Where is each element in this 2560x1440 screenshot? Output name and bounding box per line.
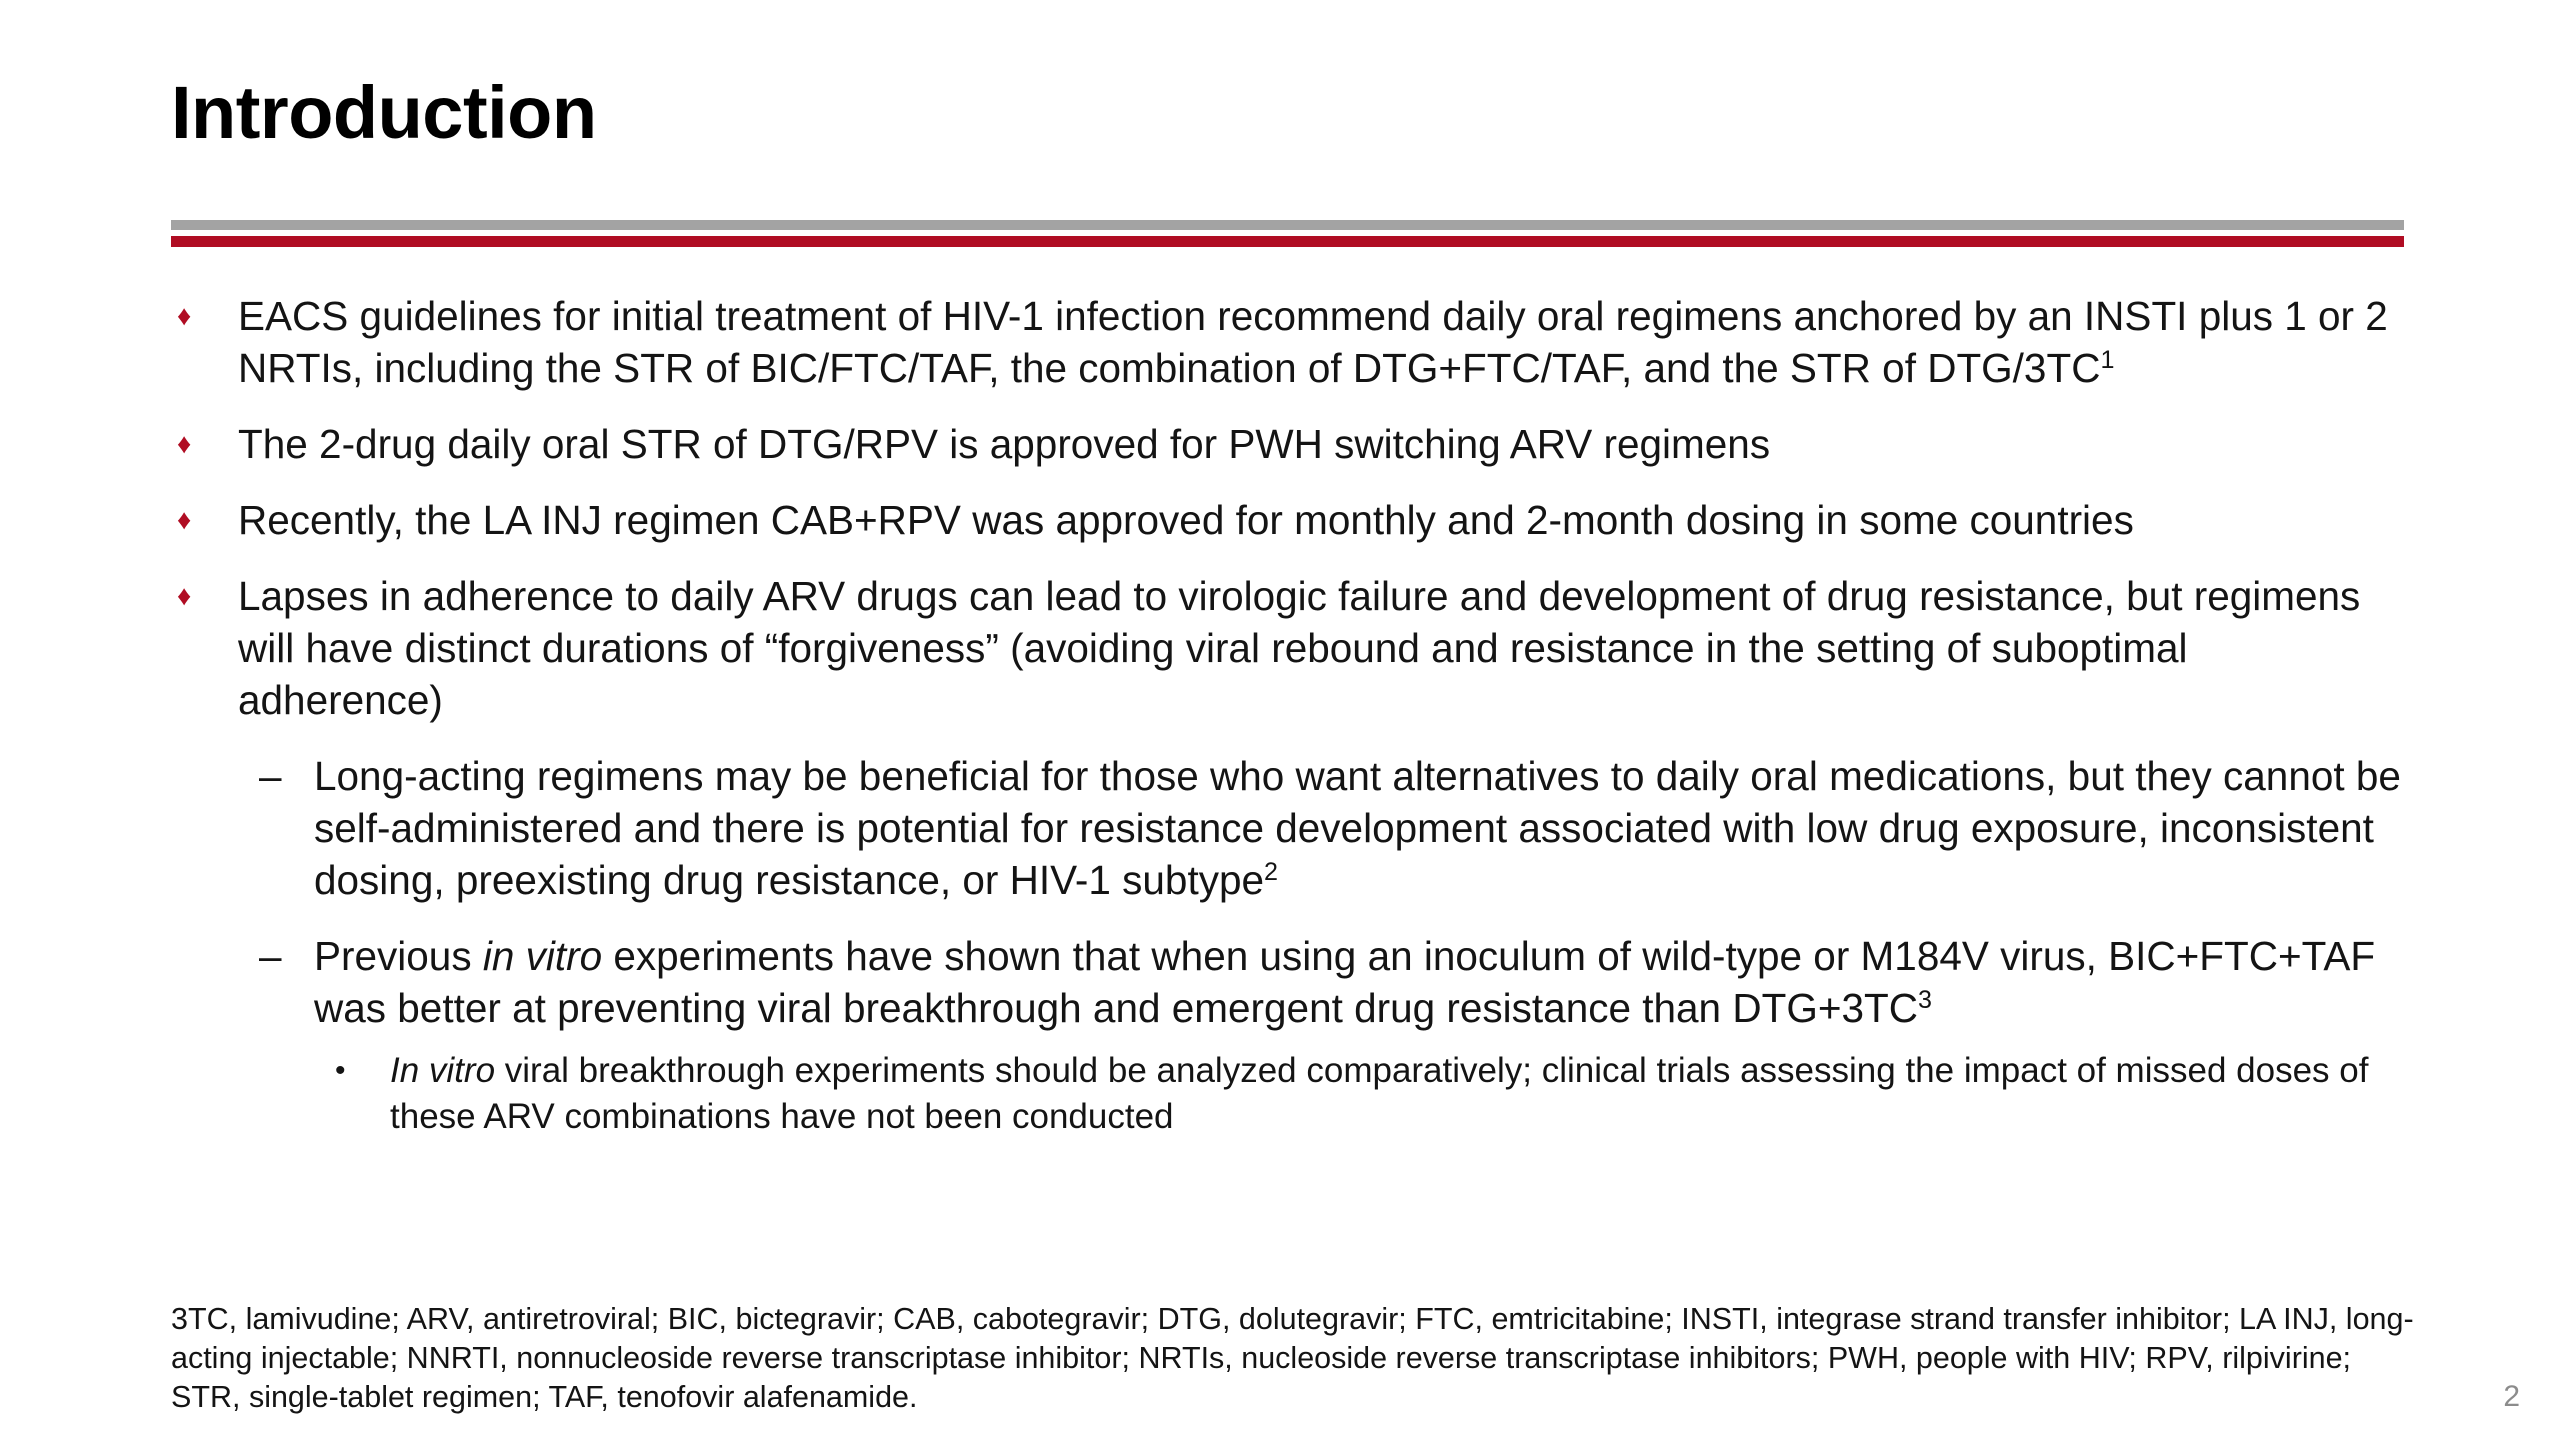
reference-superscript: 3 bbox=[1917, 986, 1932, 1015]
slide-body bbox=[171, 290, 2401, 1140]
bullet-text: EACS guidelines for initial treatment of HIV-1 infection recommend daily oral regimens anchored by an INSTI plus 1 or 2 NRTIs, including the STR of BIC/FTC/TAF, the combination of DTG+FTC/TAF, and the STR of DTG/3TC bbox=[238, 293, 2388, 391]
sub-sub-bullet-italic: In vitro bbox=[390, 1051, 496, 1090]
sub-bullet-text-before: Previous bbox=[314, 933, 483, 979]
bullet-adherence-lapses bbox=[171, 570, 2401, 726]
sub-bullet-italic: in vitro bbox=[482, 933, 603, 979]
dash-bullet-icon: – bbox=[259, 933, 282, 979]
sub-bullet-text: Long-acting regimens may be beneficial for those who want alternatives to daily oral medications, but they cannot be self-administered and there is potential for resistance development associated with low drug exposure, inconsistent dosing, preexisting drug resistance, or HIV-1 subtype bbox=[314, 753, 2401, 903]
bullet-eacs-guidelines bbox=[171, 290, 2401, 394]
diamond-bullet-icon: ♦ bbox=[177, 300, 192, 331]
sub-bullet-text-after: experiments have shown that when using an inoculum of wild-type or M184V virus, BIC+FTC+TAF was better at preventing viral breakthrough and emergent drug resistance than DTG+3TC bbox=[314, 933, 2376, 1031]
diamond-bullet-icon: ♦ bbox=[177, 428, 192, 459]
bullet-text: Recently, the LA INJ regimen CAB+RPV was approved for monthly and 2-month dosing in some countries bbox=[238, 497, 2134, 543]
dash-bullet-icon: – bbox=[259, 753, 282, 799]
reference-superscript: 2 bbox=[1264, 858, 1278, 887]
page-number: 2 bbox=[2503, 1380, 2520, 1413]
bullet-dtg-rpv bbox=[171, 418, 2401, 470]
title-divider-red bbox=[171, 236, 2404, 247]
abbreviations-footnote: 3TC, lamivudine; ARV, antiretroviral; BIC, bictegravir; CAB, cabotegravir; DTG, dolutegravir; FTC, emtricitabine; INSTI, integrase strand transfer inhibitor; LA INJ, long-acting injectable; NNRTI, nonnucleoside reverse transcriptase inhibitor; NRTIs, nucleoside reverse transcriptase inhibitors; PWH, people with HIV; RPV, rilpivirine; STR, single-tablet regimen; TAF, tenofovir alafenamide. bbox=[171, 1302, 2414, 1414]
diamond-bullet-icon: ♦ bbox=[177, 504, 192, 535]
bullet-text: Lapses in adherence to daily ARV drugs can lead to virologic failure and development of drug resistance, but regimens will have distinct durations of “forgiveness” (avoiding viral rebound and resistance in the setting of suboptimal adherence) bbox=[238, 573, 2361, 723]
slide-title: Introduction bbox=[171, 71, 597, 154]
title-divider-gray bbox=[171, 220, 2404, 230]
sub-bullet-in-vitro-experiments bbox=[171, 930, 2401, 1034]
sub-bullet-long-acting bbox=[171, 750, 2401, 906]
bullet-la-inj bbox=[171, 494, 2401, 546]
diamond-bullet-icon: ♦ bbox=[177, 580, 192, 611]
dot-bullet-icon: • bbox=[335, 1054, 346, 1087]
bullet-text: The 2-drug daily oral STR of DTG/RPV is approved for PWH switching ARV regimens bbox=[238, 421, 1771, 467]
sub-sub-bullet-comparative-analysis bbox=[171, 1048, 2401, 1140]
sub-sub-bullet-text: viral breakthrough experiments should be analyzed comparatively; clinical trials assessing the impact of missed doses of these ARV combinations have not been conducted bbox=[390, 1051, 2369, 1136]
reference-superscript: 1 bbox=[2100, 346, 2115, 375]
